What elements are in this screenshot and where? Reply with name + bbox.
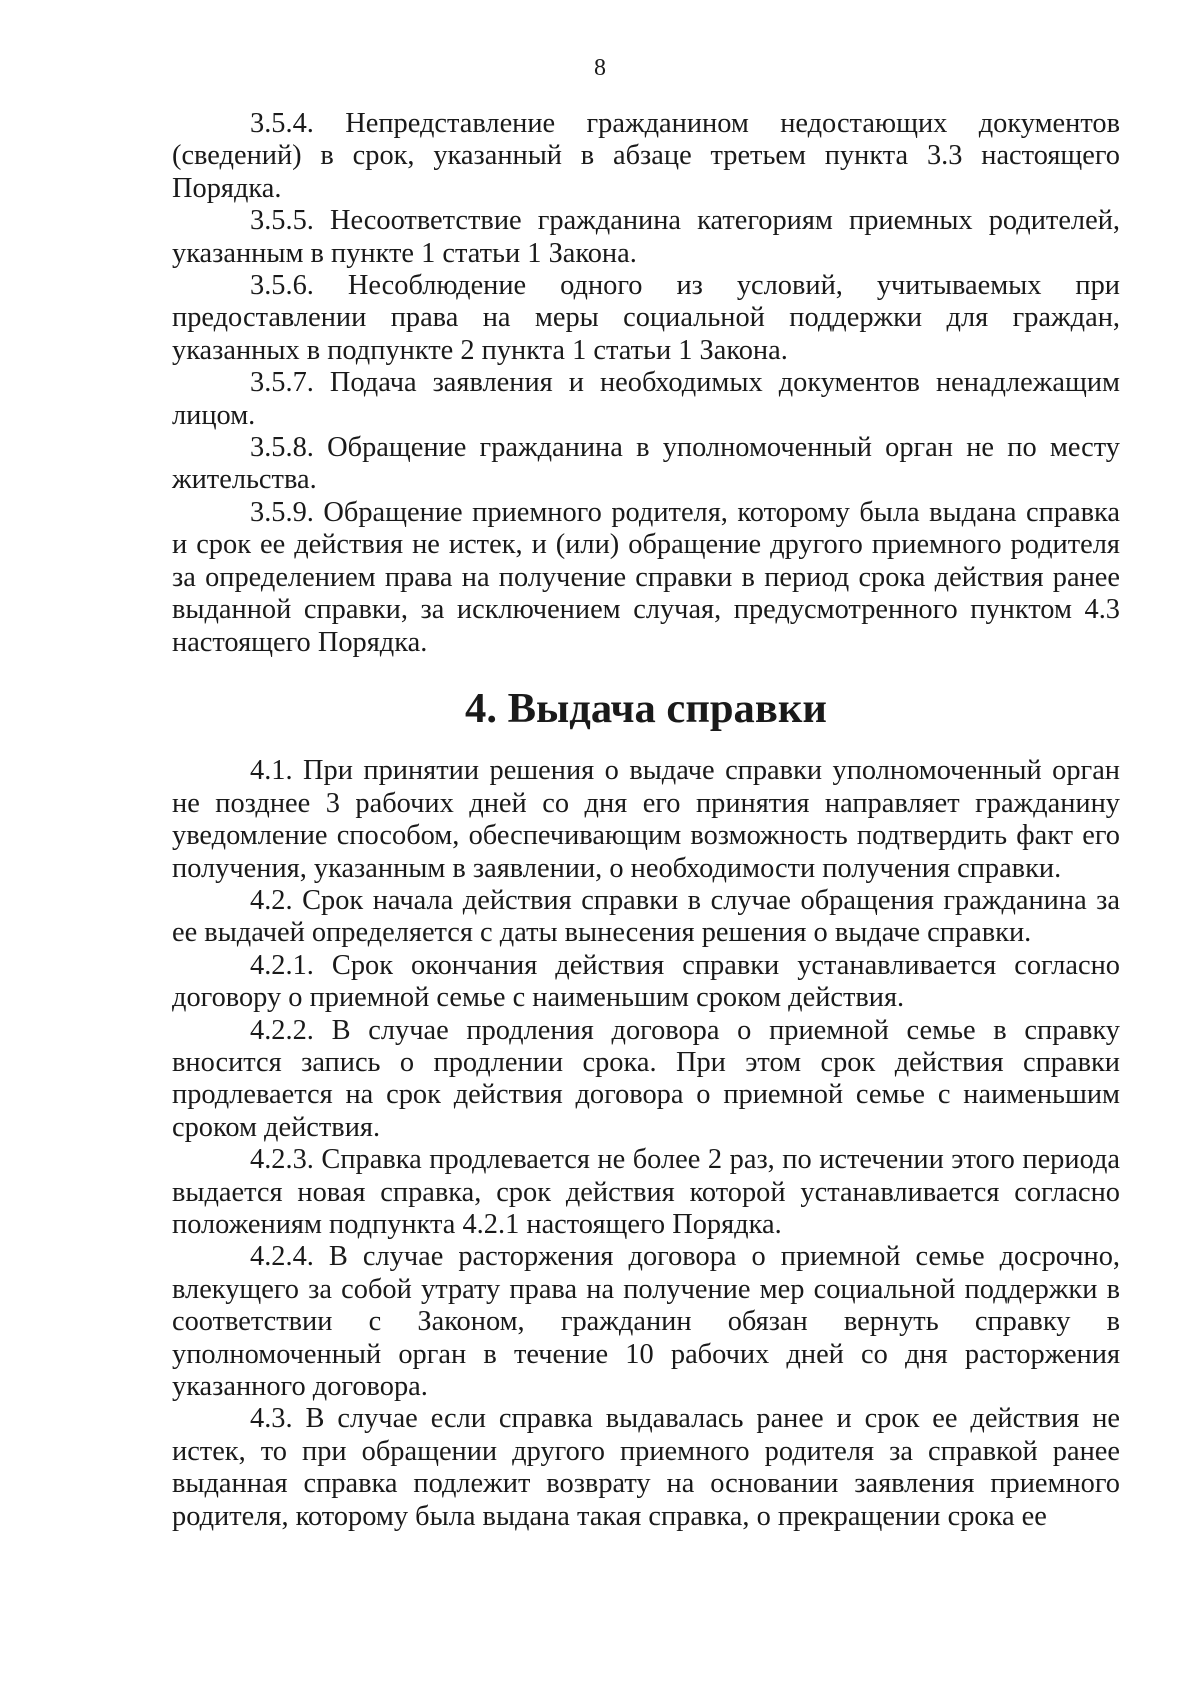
paragraph-3-5-6: 3.5.6. Несоблюдение одного из условий, учитываемых при предоставлении права на меры социальной поддержки для граждан, указанных в подпункте 2 пункта 1 статьи 1 Закона. xyxy=(172,270,1120,366)
paragraph-3-5-4: 3.5.4. Непредставление гражданином недостающих документов (сведений) в срок, указанный в абзаце третьем пункта 3.3 настоящего Порядка. xyxy=(172,108,1120,204)
paragraph-4-2-3: 4.2.3. Справка продлевается не более 2 раз, по истечении этого периода выдается новая справка, срок действия которой устанавливается согласно положениям подпункта 4.2.1 настоящего Порядка. xyxy=(172,1144,1120,1240)
paragraph-3-5-7: 3.5.7. Подача заявления и необходимых документов ненадлежащим лицом. xyxy=(172,367,1120,431)
paragraph-4-2-2: 4.2.2. В случае продления договора о приемной семье в справку вносится запись о продлении срока. При этом срок действия справки продлевается на срок действия договора о приемной семье с наименьшим сроком действия. xyxy=(172,1014,1120,1143)
paragraph-4-2: 4.2. Срок начала действия справки в случае обращения гражданина за ее выдачей определяется с даты вынесения решения о выдаче справки. xyxy=(172,884,1120,949)
paragraph-4-1: 4.1. При принятии решения о выдаче справки уполномоченный орган не позднее 3 рабочих дней со дня его принятия направляет гражданину уведомление способом, обеспечивающим возможность подтвердить факт его получения, указанным в заявлении, о необходимости получения справки. xyxy=(172,755,1120,884)
page-number: 8 xyxy=(594,55,606,81)
paragraph-4-2-4: 4.2.4. В случае расторжения договора о приемной семье досрочно, влекущего за собой утрату права на получение мер социальной поддержки в соответствии с Законом, гражданин обязан вернуть справку в уполномоченный орган в течение 10 рабочих дней со дня расторжения указанного договора. xyxy=(172,1241,1120,1403)
document-body xyxy=(172,108,1120,1533)
paragraph-4-2-1: 4.2.1. Срок окончания действия справки устанавливается согласно договору о приемной семье с наименьшим сроком действия. xyxy=(172,949,1120,1014)
paragraph-3-5-8: 3.5.8. Обращение гражданина в уполномоченный орган не по месту жительства. xyxy=(172,432,1120,496)
paragraph-3-5-9: 3.5.9. Обращение приемного родителя, которому была выдана справка и срок ее действия не истек, и (или) обращение другого приемного родителя за определением права на получение справки в период срока действия ранее выданной справки, за исключением случая, предусмотренного пунктом 4.3 настоящего Порядка. xyxy=(172,496,1120,658)
paragraph-3-5-5: 3.5.5. Несоответствие гражданина категориям приемных родителей, указанным в пункте 1 статьи 1 Закона. xyxy=(172,205,1120,269)
paragraph-4-3: 4.3. В случае если справка выдавалась ранее и срок ее действия не истек, то при обращении другого приемного родителя за справкой ранее выданная справка подлежит возврату на основании заявления приемного родителя, которому была выдана такая справка, о прекращении срока ее xyxy=(172,1403,1120,1532)
section-heading: 4. Выдача справки xyxy=(465,684,827,732)
